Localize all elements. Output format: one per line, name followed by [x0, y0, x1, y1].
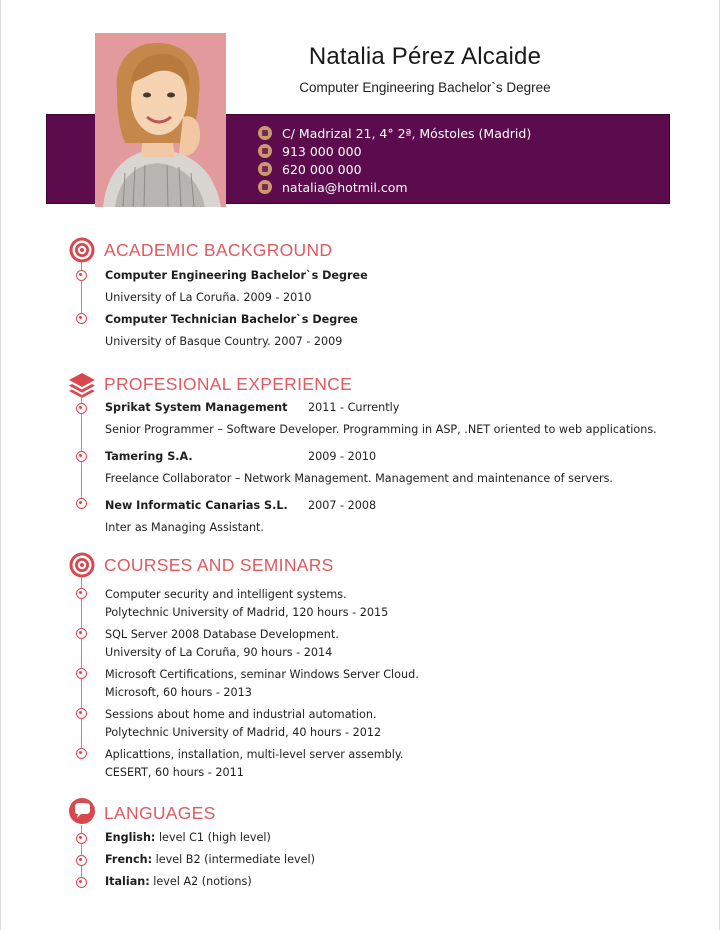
timeline-dot [76, 451, 87, 462]
contact-phone-2 [258, 160, 531, 178]
phone-2-text: 620 000 000 [282, 161, 362, 177]
course-detail: University of La Coruña, 90 hours - 2014 [105, 646, 333, 659]
language-level: level C1 (high level) [158, 831, 271, 844]
academic-detail: University of Basque Country. 2007 - 2009 [105, 335, 343, 348]
experience-company: Sprikat System Management [105, 401, 288, 414]
academic-title: ACADEMIC BACKGROUND [104, 240, 333, 260]
course-detail: Polytechnic University of Madrid, 40 hours - 2012 [105, 726, 382, 739]
timeline-dot [76, 748, 87, 759]
language-name: French: [105, 853, 153, 866]
course-name: Computer security and intelligent systems. [105, 588, 347, 601]
course-detail: CESERT, 60 hours - 2011 [105, 766, 244, 779]
experience-period: 2011 - Currently [308, 401, 400, 414]
phone-icon [258, 144, 272, 158]
courses-timeline [81, 577, 82, 755]
contact-email [258, 178, 531, 196]
timeline-dot [76, 588, 87, 599]
experience-detail: Senior Programmer – Software Developer. Programming in ASP, .NET oriented to web applications. [105, 423, 657, 436]
language-entry [105, 875, 252, 888]
contact-phone-1 [258, 142, 531, 160]
speech-bubble-icon [68, 797, 96, 825]
course-name: SQL Server 2008 Database Development. [105, 628, 339, 641]
language-entry [105, 831, 271, 844]
timeline-dot [76, 403, 87, 414]
language-name: English: [105, 831, 156, 844]
contact-list [258, 124, 531, 196]
experience-company: New Informatic Canarias S.L. [105, 499, 288, 512]
timeline-dot [76, 833, 87, 844]
courses-title: COURSES AND SEMINARS [104, 555, 334, 575]
language-level: level B2 (intermediate level) [155, 853, 316, 866]
address-text: C/ Madrizal 21, 4° 2ª, Móstoles (Madrid) [282, 125, 532, 141]
target-icon [68, 236, 96, 264]
experience-title: PROFESIONAL EXPERIENCE [104, 374, 353, 394]
course-detail: Polytechnic University of Madrid, 120 hours - 2015 [105, 606, 389, 619]
timeline-dot [76, 498, 87, 509]
language-name: Italian: [105, 875, 150, 888]
timeline-dot [76, 877, 87, 888]
mobile-icon [258, 162, 272, 176]
experience-detail: Freelance Collaborator – Network Management. Management and maintenance of servers. [105, 472, 613, 485]
experience-period: 2009 - 2010 [308, 450, 377, 463]
email-text[interactable]: natalia@hotmil.com [282, 179, 408, 195]
academic-detail: University of La Coruña. 2009 - 2010 [105, 291, 312, 304]
timeline-dot [76, 270, 87, 281]
timeline-dot [76, 628, 87, 639]
language-level: level A2 (notions) [153, 875, 252, 888]
experience-detail: Inter as Managing Assistant. [105, 521, 264, 534]
layers-icon [68, 370, 96, 398]
contact-address [258, 124, 531, 142]
languages-title: LANGUAGES [104, 803, 216, 823]
timeline-dot [76, 708, 87, 719]
experience-company: Tamering S.A. [105, 450, 193, 463]
target-icon [68, 551, 96, 579]
course-name: Sessions about home and industrial automation. [105, 708, 377, 721]
course-name: Aplicattions, installation, multi-level server assembly. [105, 748, 404, 761]
timeline-dot [76, 855, 87, 866]
full-name: Natalia Pérez Alcaide [308, 43, 542, 70]
academic-degree: Computer Technician Bachelor`s Degree [105, 313, 358, 326]
course-name: Microsoft Certifications, seminar Windows Server Cloud. [105, 668, 419, 681]
profile-photo [95, 33, 226, 207]
course-detail: Microsoft, 60 hours - 2013 [105, 686, 252, 699]
home-icon [258, 126, 272, 140]
timeline-dot [76, 668, 87, 679]
timeline-dot [76, 313, 87, 324]
degree-subtitle: Computer Engineering Bachelor`s Degree [299, 80, 551, 95]
phone-1-text: 913 000 000 [282, 143, 362, 159]
experience-period: 2007 - 2008 [308, 499, 377, 512]
language-entry [105, 853, 315, 866]
academic-degree: Computer Engineering Bachelor`s Degree [105, 269, 368, 282]
email-icon [258, 180, 272, 194]
